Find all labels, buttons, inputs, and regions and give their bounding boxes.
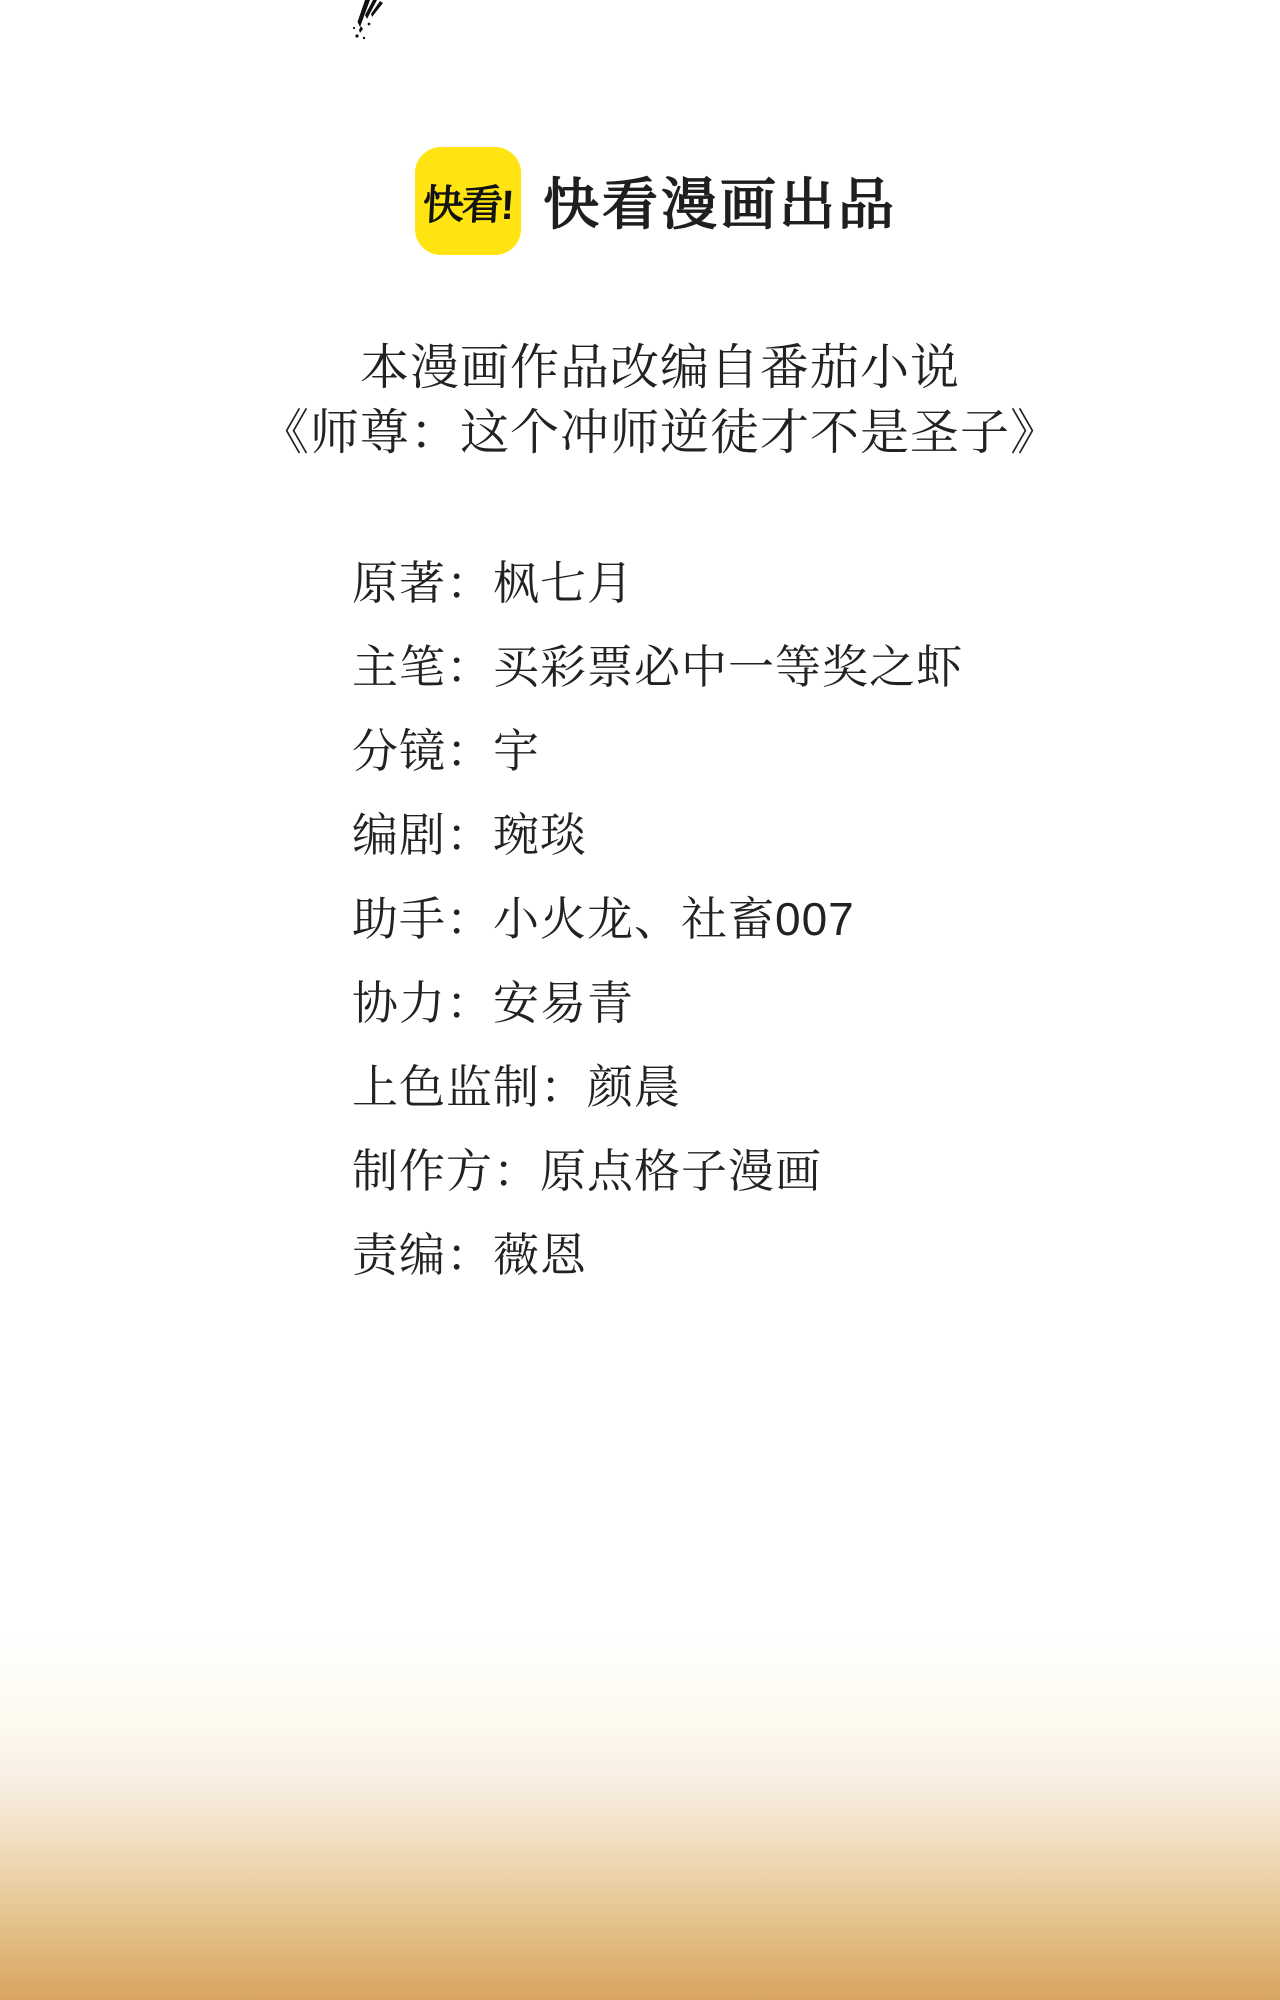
kuaikan-logo	[415, 147, 521, 255]
adaptation-note-line1: 本漫画作品改编自番茄小说	[359, 341, 960, 395]
ink-splatter-decoration	[344, 0, 390, 46]
credit-line-support: 协力：安易青	[352, 977, 634, 1029]
credits-list	[352, 541, 963, 1297]
credit-line-assistants: 助手：小火龙、社畜007	[352, 893, 855, 945]
credit-line-original-author: 原著：枫七月	[352, 557, 634, 609]
publisher-header	[415, 147, 897, 255]
credit-line-production-studio: 制作方：原点格子漫画	[352, 1145, 822, 1197]
adaptation-note-line2: 《师尊：这个冲师逆徒才不是圣子》	[259, 406, 1060, 460]
credit-line-screenwriter: 编剧：琬琰	[352, 809, 587, 861]
credit-line-editor: 责编：薇恩	[352, 1229, 587, 1281]
credit-line-storyboard: 分镜：宇	[352, 725, 540, 777]
publisher-title: 快看漫画出品	[543, 173, 897, 236]
kuaikan-logo-text: 快看!	[421, 181, 514, 228]
adaptation-note	[0, 336, 1280, 466]
bottom-gradient-decoration	[0, 1630, 1280, 2000]
credit-line-lead-artist: 主笔：买彩票必中一等奖之虾	[352, 641, 963, 693]
credit-line-coloring-supervisor: 上色监制：颜晨	[352, 1061, 681, 1113]
